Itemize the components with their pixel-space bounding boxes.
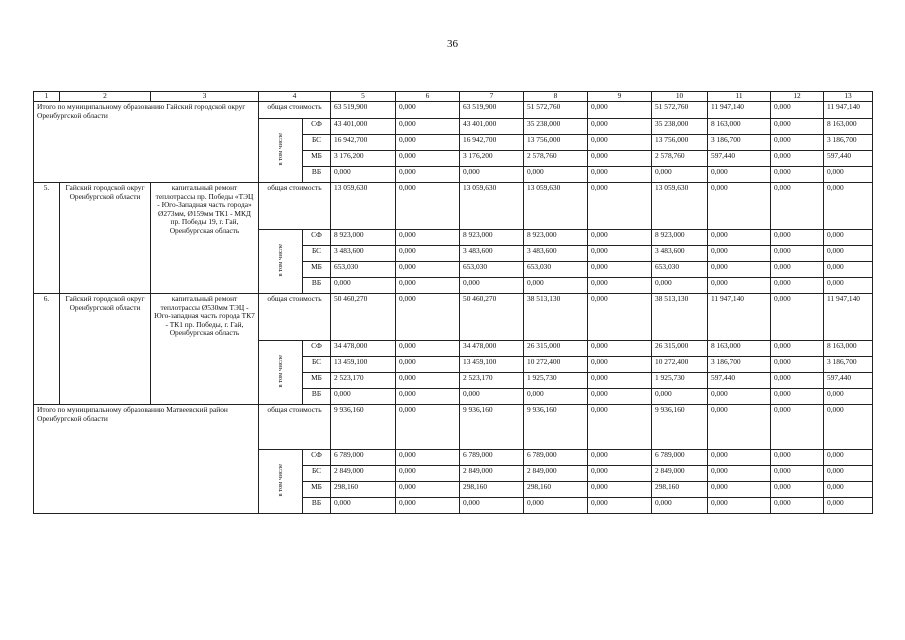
value-cell: 3 483,600 bbox=[460, 246, 524, 262]
value-cell: 2 849,000 bbox=[331, 466, 396, 482]
funding-code: БС bbox=[303, 357, 331, 373]
value-cell: 0,000 bbox=[396, 482, 460, 498]
value-cell: 0,000 bbox=[396, 262, 460, 278]
value-cell: 0,000 bbox=[524, 389, 588, 405]
value-cell: 0,000 bbox=[708, 405, 771, 450]
value-cell: 8 923,000 bbox=[652, 230, 708, 246]
value-cell: 0,000 bbox=[396, 357, 460, 373]
value-cell: 0,000 bbox=[460, 278, 524, 294]
value-cell: 13 459,100 bbox=[460, 357, 524, 373]
value-cell: 0,000 bbox=[396, 294, 460, 341]
value-cell: 0,000 bbox=[588, 135, 652, 151]
value-cell: 0,000 bbox=[396, 151, 460, 167]
value-cell: 51 572,760 bbox=[524, 102, 588, 119]
value-cell: 0,000 bbox=[652, 498, 708, 514]
value-cell: 6 789,000 bbox=[652, 450, 708, 466]
value-cell: 3 176,200 bbox=[460, 151, 524, 167]
value-cell: 11 947,140 bbox=[824, 102, 873, 119]
value-cell: 597,440 bbox=[824, 373, 873, 389]
value-cell: 0,000 bbox=[771, 246, 824, 262]
value-cell: 2 578,760 bbox=[652, 151, 708, 167]
column-number: 8 bbox=[524, 92, 588, 102]
funding-code: МБ bbox=[303, 262, 331, 278]
value-cell: 8 163,000 bbox=[708, 341, 771, 357]
value-cell: 0,000 bbox=[771, 498, 824, 514]
header-row bbox=[34, 92, 873, 102]
value-cell: 0,000 bbox=[396, 466, 460, 482]
value-cell: 11 947,140 bbox=[824, 294, 873, 341]
value-cell: 0,000 bbox=[524, 498, 588, 514]
value-cell: 2 849,000 bbox=[460, 466, 524, 482]
value-cell: 0,000 bbox=[588, 498, 652, 514]
value-cell: 0,000 bbox=[588, 183, 652, 230]
value-cell: 0,000 bbox=[396, 373, 460, 389]
value-cell: 0,000 bbox=[396, 278, 460, 294]
value-cell: 597,440 bbox=[708, 151, 771, 167]
value-cell: 8 923,000 bbox=[460, 230, 524, 246]
value-cell: 6 789,000 bbox=[460, 450, 524, 466]
value-cell: 13 756,000 bbox=[524, 135, 588, 151]
object-description: капитальный ремонт теплотрассы Ø530мм ТЭЦ - Юго-западная часть города ТК7 - ТК1 пр. Победы, г. Гай, Оренбургская область bbox=[151, 294, 259, 405]
value-cell: 13 756,000 bbox=[652, 135, 708, 151]
value-cell: 0,000 bbox=[331, 278, 396, 294]
value-cell: 3 186,700 bbox=[824, 357, 873, 373]
value-cell: 0,000 bbox=[771, 135, 824, 151]
funding-code: МБ bbox=[303, 482, 331, 498]
column-number: 11 bbox=[708, 92, 771, 102]
value-cell: 0,000 bbox=[652, 167, 708, 183]
value-cell: 38 513,130 bbox=[652, 294, 708, 341]
value-cell: 3 483,600 bbox=[524, 246, 588, 262]
value-cell: 13 059,630 bbox=[460, 183, 524, 230]
value-cell: 35 238,000 bbox=[652, 119, 708, 135]
total-cost-label: общая стоимость bbox=[259, 183, 331, 230]
value-cell: 0,000 bbox=[771, 151, 824, 167]
value-cell: 2 578,760 bbox=[524, 151, 588, 167]
value-cell: 8 163,000 bbox=[708, 119, 771, 135]
value-cell: 653,030 bbox=[652, 262, 708, 278]
column-number: 12 bbox=[771, 92, 824, 102]
value-cell: 0,000 bbox=[708, 466, 771, 482]
value-cell: 0,000 bbox=[708, 498, 771, 514]
value-cell: 0,000 bbox=[396, 102, 460, 119]
value-cell: 0,000 bbox=[824, 230, 873, 246]
value-cell: 38 513,130 bbox=[524, 294, 588, 341]
budget-table bbox=[33, 91, 873, 514]
value-cell: 0,000 bbox=[824, 450, 873, 466]
value-cell: 0,000 bbox=[331, 167, 396, 183]
column-number: 1 bbox=[34, 92, 60, 102]
value-cell: 0,000 bbox=[771, 405, 824, 450]
value-cell: 0,000 bbox=[708, 230, 771, 246]
value-cell: 3 483,600 bbox=[331, 246, 396, 262]
value-cell: 0,000 bbox=[396, 405, 460, 450]
value-cell: 9 936,160 bbox=[524, 405, 588, 450]
value-cell: 16 942,700 bbox=[460, 135, 524, 151]
vertical-label-text: в том числе bbox=[276, 132, 284, 166]
value-cell: 34 478,000 bbox=[331, 341, 396, 357]
value-cell: 0,000 bbox=[824, 482, 873, 498]
value-cell: 0,000 bbox=[824, 466, 873, 482]
value-cell: 0,000 bbox=[771, 294, 824, 341]
value-cell: 0,000 bbox=[708, 246, 771, 262]
value-cell: 11 947,140 bbox=[708, 294, 771, 341]
value-cell: 0,000 bbox=[771, 119, 824, 135]
value-cell: 0,000 bbox=[824, 405, 873, 450]
value-cell: 0,000 bbox=[708, 482, 771, 498]
value-cell: 8 923,000 bbox=[524, 230, 588, 246]
value-cell: 1 925,730 bbox=[524, 373, 588, 389]
value-cell: 0,000 bbox=[396, 389, 460, 405]
in-that-number-label bbox=[259, 230, 303, 294]
value-cell: 0,000 bbox=[588, 102, 652, 119]
value-cell: 298,160 bbox=[460, 482, 524, 498]
value-cell: 3 186,700 bbox=[708, 135, 771, 151]
item-number: 6. bbox=[34, 294, 60, 405]
value-cell: 0,000 bbox=[396, 450, 460, 466]
column-number: 2 bbox=[60, 92, 151, 102]
value-cell: 0,000 bbox=[396, 183, 460, 230]
value-cell: 3 186,700 bbox=[708, 357, 771, 373]
value-cell: 8 163,000 bbox=[824, 119, 873, 135]
value-cell: 298,160 bbox=[524, 482, 588, 498]
value-cell: 1 925,730 bbox=[652, 373, 708, 389]
value-cell: 34 478,000 bbox=[460, 341, 524, 357]
funding-code: БС bbox=[303, 135, 331, 151]
total-cost-label: общая стоимость bbox=[259, 405, 331, 450]
value-cell: 9 936,160 bbox=[331, 405, 396, 450]
value-cell: 13 059,630 bbox=[524, 183, 588, 230]
municipality: Гайский городской округ Оренбургской области bbox=[60, 183, 151, 294]
funding-code: СФ bbox=[303, 341, 331, 357]
total-cost-label: общая стоимость bbox=[259, 294, 331, 341]
value-cell: 0,000 bbox=[771, 167, 824, 183]
column-number: 3 bbox=[151, 92, 259, 102]
value-cell: 0,000 bbox=[396, 135, 460, 151]
value-cell: 298,160 bbox=[652, 482, 708, 498]
subtotal-label: Итого по муниципальному образованию Матвеевский район Оренбургской области bbox=[34, 405, 259, 514]
item-row bbox=[34, 183, 873, 230]
funding-code: ВБ bbox=[303, 498, 331, 514]
value-cell: 0,000 bbox=[708, 262, 771, 278]
value-cell: 26 315,000 bbox=[524, 341, 588, 357]
value-cell: 0,000 bbox=[524, 278, 588, 294]
value-cell: 0,000 bbox=[771, 482, 824, 498]
in-that-number-label bbox=[259, 450, 303, 514]
value-cell: 0,000 bbox=[771, 341, 824, 357]
column-number: 5 bbox=[331, 92, 396, 102]
page-number: 36 bbox=[447, 38, 458, 50]
column-number: 7 bbox=[460, 92, 524, 102]
value-cell: 9 936,160 bbox=[460, 405, 524, 450]
column-number: 9 bbox=[588, 92, 652, 102]
table-body bbox=[34, 92, 873, 514]
funding-code: ВБ bbox=[303, 278, 331, 294]
value-cell: 63 519,900 bbox=[331, 102, 396, 119]
value-cell: 13 059,630 bbox=[652, 183, 708, 230]
value-cell: 51 572,760 bbox=[652, 102, 708, 119]
value-cell: 0,000 bbox=[588, 246, 652, 262]
value-cell: 0,000 bbox=[460, 389, 524, 405]
value-cell: 63 519,900 bbox=[460, 102, 524, 119]
value-cell: 8 163,000 bbox=[824, 341, 873, 357]
value-cell: 0,000 bbox=[771, 466, 824, 482]
value-cell: 0,000 bbox=[588, 278, 652, 294]
value-cell: 0,000 bbox=[708, 278, 771, 294]
value-cell: 0,000 bbox=[588, 482, 652, 498]
value-cell: 653,030 bbox=[524, 262, 588, 278]
vertical-label-text: в том числе bbox=[276, 463, 284, 497]
value-cell: 3 483,600 bbox=[652, 246, 708, 262]
value-cell: 0,000 bbox=[771, 389, 824, 405]
value-cell: 0,000 bbox=[588, 167, 652, 183]
value-cell: 8 923,000 bbox=[331, 230, 396, 246]
value-cell: 653,030 bbox=[331, 262, 396, 278]
subtotal-row bbox=[34, 102, 873, 119]
value-cell: 9 936,160 bbox=[652, 405, 708, 450]
value-cell: 0,000 bbox=[396, 230, 460, 246]
value-cell: 0,000 bbox=[331, 498, 396, 514]
vertical-label-text: в том числе bbox=[276, 243, 284, 277]
subtotal-row bbox=[34, 405, 873, 450]
value-cell: 0,000 bbox=[824, 262, 873, 278]
funding-code: БС bbox=[303, 246, 331, 262]
funding-code: МБ bbox=[303, 373, 331, 389]
value-cell: 0,000 bbox=[824, 167, 873, 183]
value-cell: 11 947,140 bbox=[708, 102, 771, 119]
object-description: капитальный ремонт теплотрассы пр. Победы «ТЭЦ - Юго-Западная часть города» Ø273мм, Ø159мм ТК1 - МКД пр. Победы 19, г. Гай, Оренбургская область bbox=[151, 183, 259, 294]
value-cell: 0,000 bbox=[771, 262, 824, 278]
value-cell: 6 789,000 bbox=[524, 450, 588, 466]
value-cell: 0,000 bbox=[708, 183, 771, 230]
value-cell: 0,000 bbox=[588, 230, 652, 246]
value-cell: 2 523,170 bbox=[331, 373, 396, 389]
value-cell: 0,000 bbox=[824, 183, 873, 230]
value-cell: 0,000 bbox=[588, 119, 652, 135]
in-that-number-label bbox=[259, 119, 303, 183]
value-cell: 0,000 bbox=[588, 341, 652, 357]
value-cell: 3 186,700 bbox=[824, 135, 873, 151]
total-cost-label: общая стоимость bbox=[259, 102, 331, 119]
value-cell: 0,000 bbox=[524, 167, 588, 183]
value-cell: 0,000 bbox=[460, 498, 524, 514]
item-number: 5. bbox=[34, 183, 60, 294]
funding-code: ВБ bbox=[303, 167, 331, 183]
column-number: 4 bbox=[259, 92, 331, 102]
value-cell: 0,000 bbox=[331, 389, 396, 405]
value-cell: 50 460,270 bbox=[460, 294, 524, 341]
value-cell: 0,000 bbox=[652, 278, 708, 294]
funding-code: БС bbox=[303, 466, 331, 482]
value-cell: 13 459,100 bbox=[331, 357, 396, 373]
column-number: 13 bbox=[824, 92, 873, 102]
municipality: Гайский городской округ Оренбургской области bbox=[60, 294, 151, 405]
value-cell: 0,000 bbox=[396, 341, 460, 357]
value-cell: 0,000 bbox=[824, 278, 873, 294]
value-cell: 0,000 bbox=[771, 102, 824, 119]
funding-code: ВБ bbox=[303, 389, 331, 405]
value-cell: 2 849,000 bbox=[652, 466, 708, 482]
value-cell: 653,030 bbox=[460, 262, 524, 278]
value-cell: 0,000 bbox=[771, 373, 824, 389]
value-cell: 10 272,400 bbox=[524, 357, 588, 373]
value-cell: 0,000 bbox=[396, 498, 460, 514]
value-cell: 0,000 bbox=[588, 262, 652, 278]
value-cell: 0,000 bbox=[771, 278, 824, 294]
value-cell: 0,000 bbox=[588, 466, 652, 482]
value-cell: 3 176,200 bbox=[331, 151, 396, 167]
value-cell: 0,000 bbox=[824, 389, 873, 405]
value-cell: 0,000 bbox=[588, 450, 652, 466]
value-cell: 0,000 bbox=[396, 246, 460, 262]
value-cell: 0,000 bbox=[771, 450, 824, 466]
funding-code: СФ bbox=[303, 230, 331, 246]
value-cell: 597,440 bbox=[708, 373, 771, 389]
value-cell: 0,000 bbox=[824, 246, 873, 262]
value-cell: 2 849,000 bbox=[524, 466, 588, 482]
value-cell: 0,000 bbox=[588, 357, 652, 373]
value-cell: 0,000 bbox=[708, 450, 771, 466]
value-cell: 43 401,000 bbox=[460, 119, 524, 135]
value-cell: 298,160 bbox=[331, 482, 396, 498]
value-cell: 0,000 bbox=[588, 294, 652, 341]
value-cell: 10 272,400 bbox=[652, 357, 708, 373]
value-cell: 597,440 bbox=[824, 151, 873, 167]
funding-code: СФ bbox=[303, 119, 331, 135]
value-cell: 0,000 bbox=[771, 183, 824, 230]
value-cell: 0,000 bbox=[771, 357, 824, 373]
value-cell: 0,000 bbox=[652, 389, 708, 405]
value-cell: 0,000 bbox=[708, 167, 771, 183]
value-cell: 50 460,270 bbox=[331, 294, 396, 341]
column-number: 10 bbox=[652, 92, 708, 102]
value-cell: 0,000 bbox=[396, 167, 460, 183]
value-cell: 0,000 bbox=[588, 151, 652, 167]
funding-code: СФ bbox=[303, 450, 331, 466]
value-cell: 0,000 bbox=[588, 389, 652, 405]
column-number: 6 bbox=[396, 92, 460, 102]
value-cell: 0,000 bbox=[708, 389, 771, 405]
vertical-label-text: в том числе bbox=[276, 354, 284, 388]
value-cell: 35 238,000 bbox=[524, 119, 588, 135]
item-row bbox=[34, 294, 873, 341]
value-cell: 13 059,630 bbox=[331, 183, 396, 230]
value-cell: 16 942,700 bbox=[331, 135, 396, 151]
funding-code: МБ bbox=[303, 151, 331, 167]
value-cell: 0,000 bbox=[460, 167, 524, 183]
value-cell: 43 401,000 bbox=[331, 119, 396, 135]
value-cell: 0,000 bbox=[396, 119, 460, 135]
value-cell: 6 789,000 bbox=[331, 450, 396, 466]
value-cell: 0,000 bbox=[824, 498, 873, 514]
value-cell: 0,000 bbox=[588, 373, 652, 389]
in-that-number-label bbox=[259, 341, 303, 405]
value-cell: 26 315,000 bbox=[652, 341, 708, 357]
subtotal-label: Итого по муниципальному образованию Гайский городской округ Оренбургской области bbox=[34, 102, 259, 183]
value-cell: 0,000 bbox=[588, 405, 652, 450]
value-cell: 2 523,170 bbox=[460, 373, 524, 389]
value-cell: 0,000 bbox=[771, 230, 824, 246]
